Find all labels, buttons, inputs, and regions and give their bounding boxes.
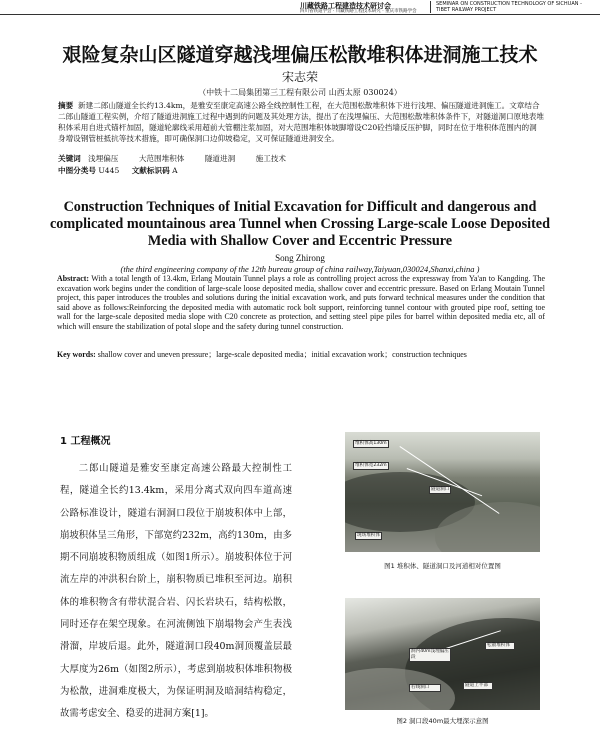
author-en: Song Zhirong [275, 253, 325, 263]
abstract-en [57, 274, 545, 332]
paper-title-cn: 艰险复杂山区隧道穿越浅埋偏压松散堆积体进洞施工技术 [62, 44, 538, 66]
doc-code-value: A [172, 166, 178, 175]
journal-title-cn: 川藏铁路工程建造技术研讨会 [300, 2, 391, 10]
abstract-en-label: Abstract: [57, 274, 89, 283]
figure-2-caption: 图2 洞口段40m最大埋深示意图 [396, 717, 489, 725]
fig2-label: 松散堆积体 [485, 642, 515, 650]
journal-title-en: SEMINAR ON CONSTRUCTION TECHNOLOGY OF SICHUAN - TIBET RAILWAY PROJECT [436, 1, 582, 13]
classification-label: 中图分类号 [58, 166, 96, 175]
fig2-label: 洞内40m浅埋偏压段 [409, 648, 451, 662]
fig2-label: 隧道上半部 [463, 682, 493, 690]
keyword-cn: 隧道进洞 [204, 154, 236, 163]
section-heading: 1 工程概况 [60, 436, 111, 447]
fig2-label: 右线洞口 [409, 684, 441, 692]
section-body: 二郎山隧道是雅安至康定高速公路最大控制性工程，隧道全长约13.4km，采用分离式双向四车道高速公路标准设计，隧道右洞洞口段位于崩坡积体中上部，崩坡积体呈三角形，下部宽约232m，高约130m，由多期不同崩坡积物质组成（如图1所示）。崩坡积体位于河流左岸的冲洪积台阶上，崩积物质已堆积至河边。崩积体的堆积物含有带状混合岩、闪长岩块石，结构松散，同时还存在架空现象。在河流侧蚀下崩塌物会产生表浅滑溜，岸坡后退。此外，隧道洞口段40m洞顶覆盖层最大厚度为26m（如图2所示），考虑到崩坡积体堆积物极为松散，进洞难度极大，为保证明洞及暗洞结构稳定，故需考虑安全、稳妥的进洞方案[1]。 [60, 463, 292, 720]
header-rule [0, 14, 600, 15]
keyword-cn: 施工技术 [255, 154, 286, 163]
keyword-cn: 大范围堆积体 [138, 154, 185, 163]
classification-value: U445 [98, 166, 120, 175]
paper-title-en: Construction Techniques of Initial Excavation for Difficult and dangerous and complicated mountainous area Tunnel when Crossing Large-scale Loose Deposited Media with Shallow Cover and Eccentric Pressure [49, 199, 550, 249]
header-divider [430, 1, 431, 13]
fig1-label: 堆积体高130m [355, 441, 387, 446]
affiliation-cn: （中铁十二局集团第三工程有限公司 山西太原 030024） [198, 88, 402, 97]
abstract-cn-text: 新建二郎山隧道全长约13.4km，是雅安至康定高速公路全线控制性工程，在大范围松散堆积体下进行浅埋、偏压隧道进洞施工。文章结合二郎山隧道工程实例，介绍了隧道进洞施工过程中遇到的问题及其处理方法，提出了在浅埋偏压、大范围松散堆积体条件下，对隧道洞口原地表堆积体采用自进式锚杆加固，隧道轮廓线采用超前大管棚注浆加固，对大范围堆积体坡脚增设C20砼挡墙反压护脚，同时在位于堆积体范围内的洞身增设钢管桩抵抗等技术措施，即可确保洞口边仰坡稳定，又可保证隧道进洞安全。 [58, 101, 544, 143]
fig1-label: 现场堆积体 [357, 533, 380, 538]
doc-code-label: 文献标识码 [131, 166, 170, 175]
figure-1-photo [345, 432, 540, 552]
fig1-label: 堆积体宽232m [355, 463, 387, 468]
keywords-en-label: Key words: [57, 350, 96, 359]
keywords-en [57, 349, 545, 360]
abstract-en-text: With a total length of 13.4km, Erlang Moutain Tunnel plays a role as controlling project across the expressway from Ya'an to Kangding. The excavation work begins under the condition of large-scale loose deposited media, shallow cover and eccentric pressure. Based on Erlang Moutain Tunnel project, this paper introduces the troubles and solutions during the initial excavation work, and puts forward technical measures under the condition that said above as follows:Reinforcing the deposited media with automatic rock bolt support, reinforcing tunnel contour with grouted pipe roof, setting toe wall for the large-scale deposited media slope with C20 concrete as protection, and setting steel pipe piles for barrel within deposited media etc, all of which will ensure the stabilization of potal slope and the safety during tunnel construction. [57, 274, 545, 331]
journal-header [0, 0, 600, 16]
figure-2-photo [345, 598, 540, 710]
classification-cn [58, 165, 544, 176]
author-cn: 宋志荣 [281, 70, 318, 84]
keywords-cn-label: 关键词 [58, 154, 81, 163]
keyword-cn: 浅埋偏压 [88, 154, 119, 163]
keywords-en-text: shallow cover and uneven pressure；large-scale deposited media；initial excavation work；construction techniques [97, 350, 467, 359]
keywords-cn [58, 153, 544, 164]
journal-subtitle-cn: 四川省铁道学会 · 川藏铁路工程技术研究 · 重庆市铁路学会 [300, 9, 417, 14]
abstract-cn-label: 摘要 [58, 101, 74, 110]
figure-1-caption: 图1 堆积体、隧道洞口及河道相对位置图 [384, 562, 501, 570]
affiliation-en: (the third engineering company of the 12th bureau group of china railway,Taiyuan,030024,Shanxi,china ) [120, 264, 480, 274]
abstract-cn [58, 100, 544, 144]
fig1-label: 隧道洞口 [431, 487, 450, 492]
